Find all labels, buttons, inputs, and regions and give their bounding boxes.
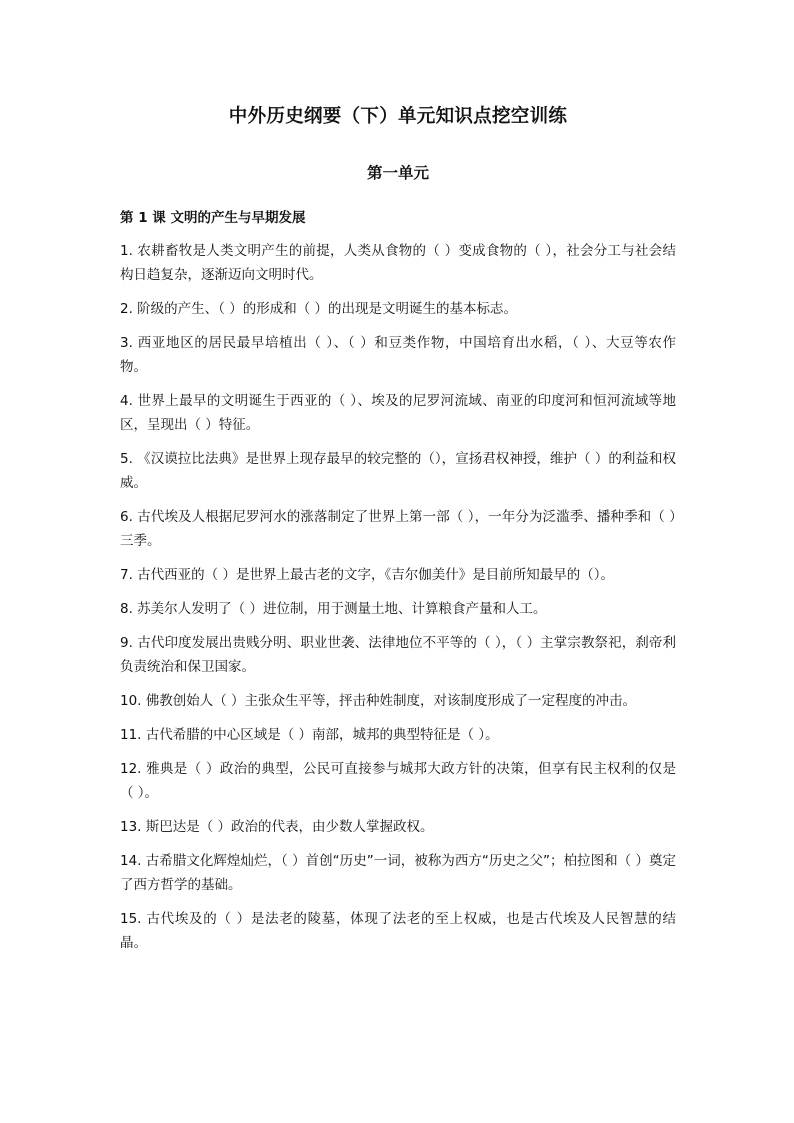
question-item: 2. 阶级的产生、（ ）的形成和（ ）的出现是文明诞生的基本标志。 xyxy=(120,301,518,317)
question-item: 9. 古代印度发展出贵贱分明、职业世袭、法律地位不平等的（ ），（ ）主掌宗教祭祀，刹帝利负责统治和保卫国家。 xyxy=(120,635,676,675)
question-item: 10. 佛教创始人（ ）主张众生平等，抨击种姓制度，对该制度形成了一定程度的冲击。 xyxy=(120,693,637,709)
document-title: 中外历史纲要（下）单元知识点挖空训练 xyxy=(228,106,568,127)
question-item: 4. 世界上最早的文明诞生于西亚的（ ）、埃及的尼罗河流域、南亚的印度河和恒河流域等地区，呈现出（ ）特征。 xyxy=(120,393,676,433)
question-item: 12. 雅典是（ ）政治的典型，公民可直接参与城邦大政方针的决策，但享有民主权利的仅是（ ）。 xyxy=(120,761,676,801)
question-item: 15. 古代埃及的（ ）是法老的陵墓，体现了法老的至上权威，也是古代埃及人民智慧的结晶。 xyxy=(120,911,676,951)
question-item: 14. 古希腊文化辉煌灿烂，（ ）首创“历史”一词，被称为西方“历史之父”；柏拉图和（ ）奠定了西方哲学的基础。 xyxy=(120,853,676,893)
question-list xyxy=(120,239,676,955)
question-item: 5. 《汉谟拉比法典》是世界上现存最早的较完整的（），宣扬君权神授，维护（ ）的利益和权威。 xyxy=(120,451,676,491)
question-item: 1. 农耕畜牧是人类文明产生的前提，人类从食物的（ ）变成食物的（ ），社会分工与社会结构日趋复杂，逐渐迈向文明时代。 xyxy=(120,243,676,283)
question-item: 7. 古代西亚的（ ）是世界上最古老的文字，《吉尔伽美什》是目前所知最早的（）。 xyxy=(120,567,614,583)
question-item: 3. 西亚地区的居民最早培植出（ ）、（ ）和豆类作物，中国培育出水稻，（ ）、大豆等农作物。 xyxy=(120,335,676,375)
lesson-heading: 第 1 课 文明的产生与早期发展 xyxy=(120,210,306,226)
question-item: 6. 古代埃及人根据尼罗河水的涨落制定了世界上第一部（ ），一年分为泛滥季、播种季和（ ）三季。 xyxy=(120,509,676,549)
question-item: 8. 苏美尔人发明了（ ）进位制，用于测量土地、计算粮食产量和人工。 xyxy=(120,601,547,617)
question-item: 11. 古代希腊的中心区域是（ ）南部，城邦的典型特征是（ ）。 xyxy=(120,727,499,743)
unit-heading: 第一单元 xyxy=(366,164,429,182)
question-item: 13. 斯巴达是（ ）政治的代表，由少数人掌握政权。 xyxy=(120,819,434,835)
